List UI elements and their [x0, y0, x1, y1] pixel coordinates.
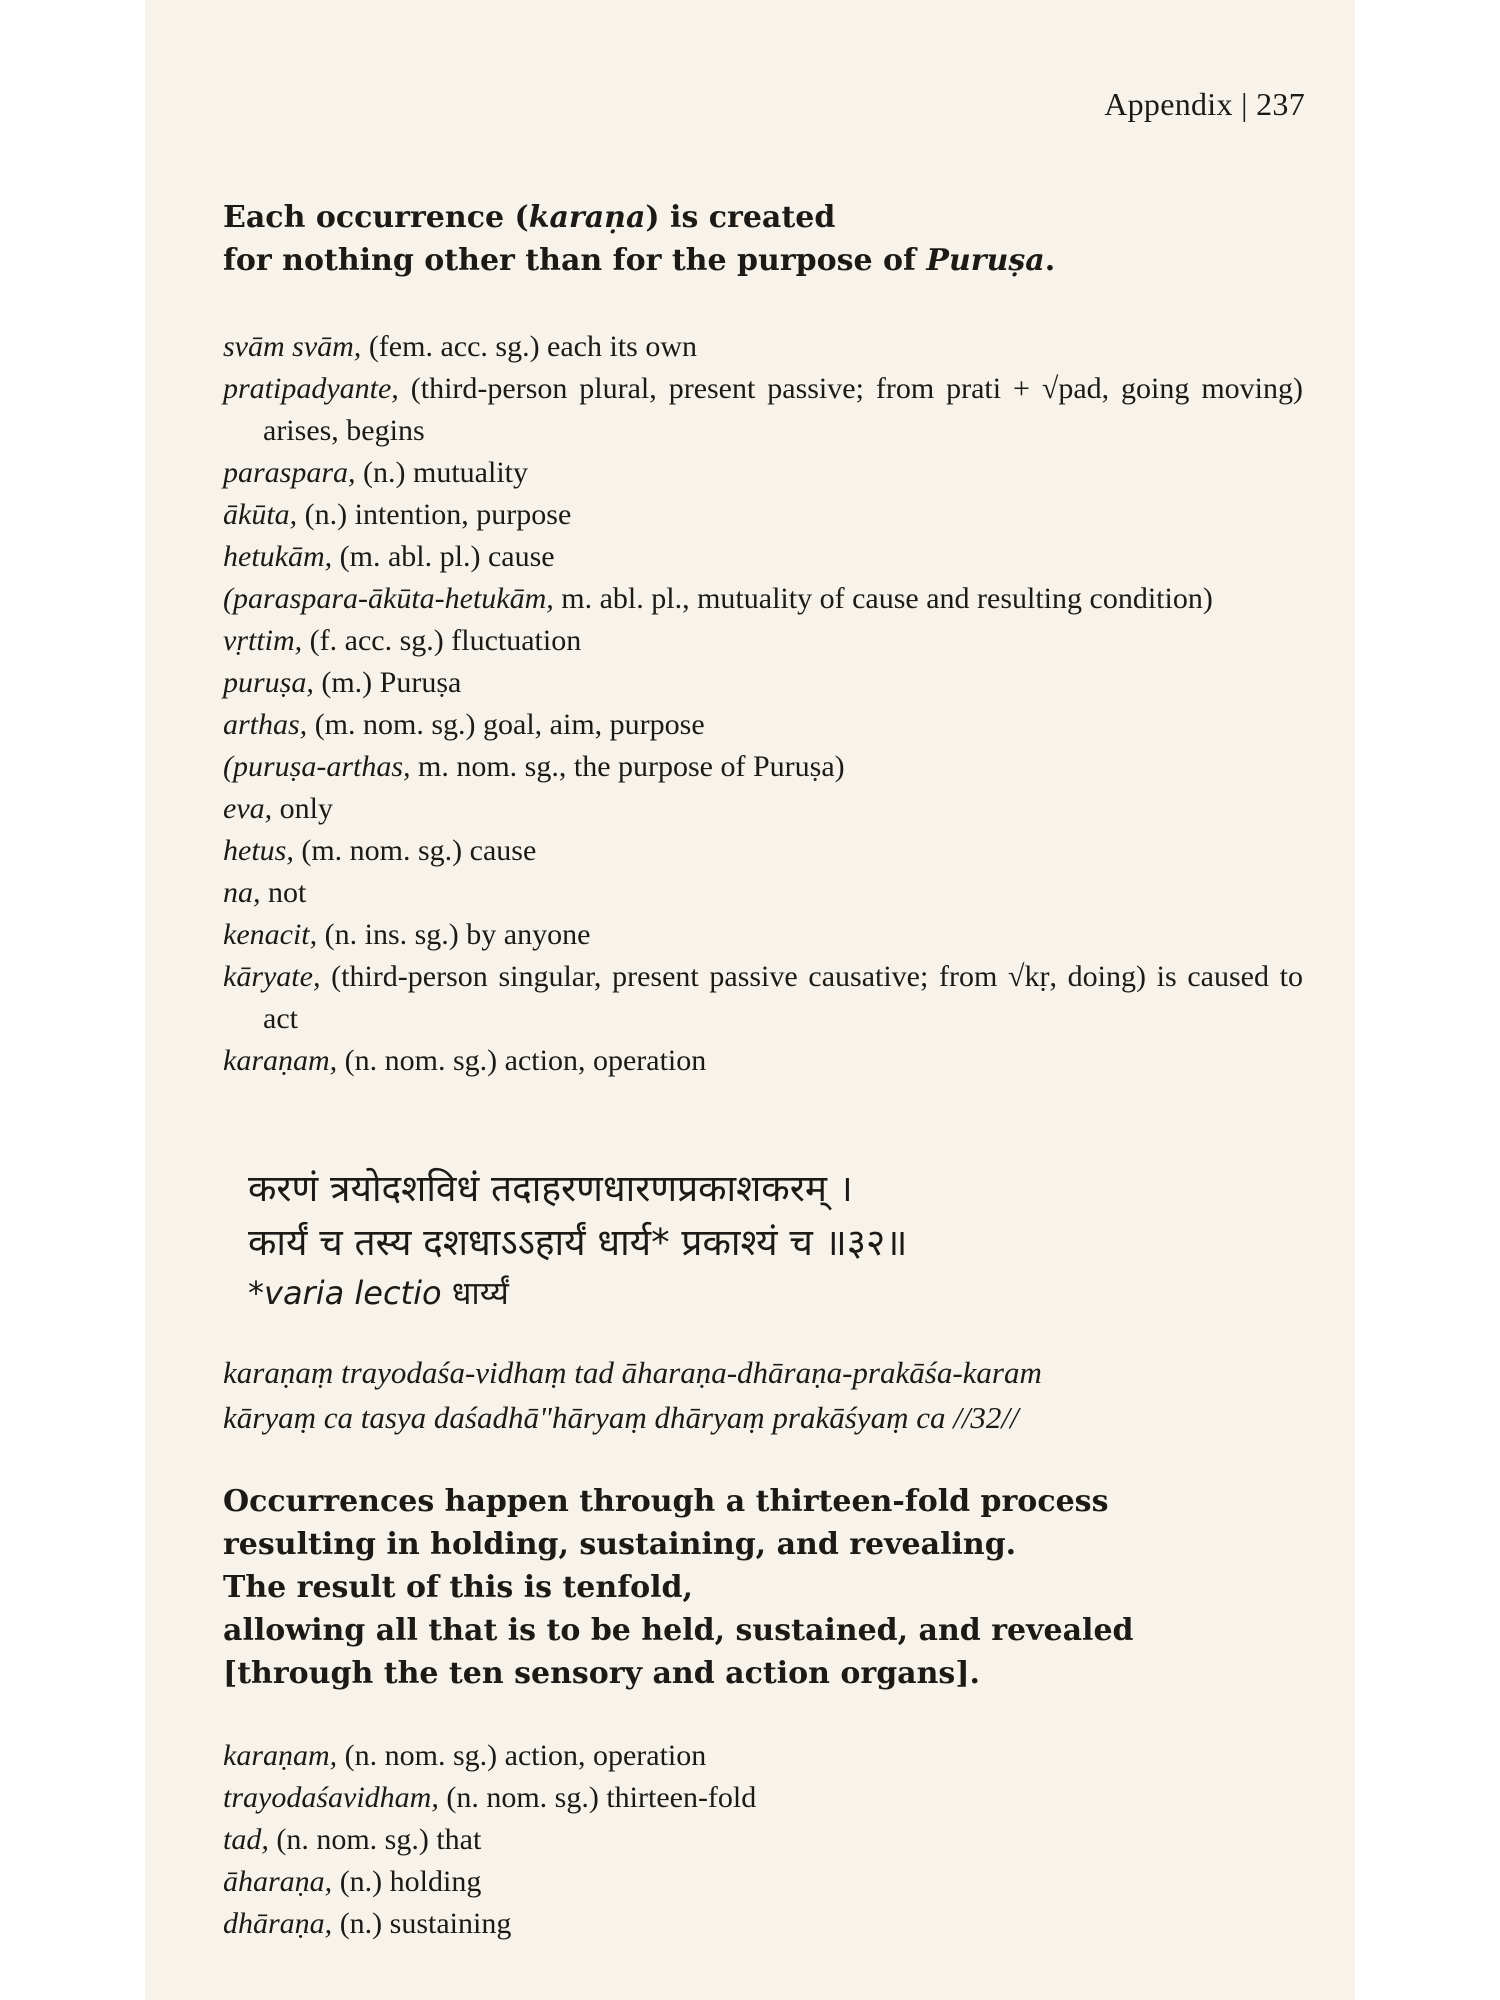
translation-line: [through the ten sensory and action organs].	[223, 1656, 980, 1691]
glossary-entry	[223, 578, 1303, 620]
devanagari-line: कार्यं च तस्य दशधाऽऽहार्यं धार्य* प्रकाश्यं च ॥३२॥	[248, 1221, 908, 1264]
glossary-entry	[223, 1903, 1303, 1945]
glossary-entry	[223, 704, 1303, 746]
glossary-definition: m. abl. pl., mutuality of cause and resulting condition)	[553, 582, 1213, 615]
translation-line: Each occurrence (karaṇa) is created	[223, 200, 836, 235]
glossary-term: ākūta,	[223, 498, 298, 531]
glossary-term: kenacit,	[223, 918, 318, 951]
varia-lectio-note	[248, 1271, 509, 1314]
glossary-entry	[223, 368, 1303, 452]
glossary-verse-32	[223, 1735, 1303, 1945]
glossary-term: puruṣa,	[223, 666, 314, 699]
glossary-definition: (third-person singular, present passive causative; from √kṛ, doing) is caused to act	[263, 960, 1303, 1035]
glossary-entry	[223, 452, 1303, 494]
glossary-entry	[223, 872, 1303, 914]
glossary-entry	[223, 1777, 1303, 1819]
glossary-term: paraspara,	[223, 456, 356, 489]
translation-line: Occurrences happen through a thirteen-fold process	[223, 1484, 1109, 1519]
glossary-term: karaṇam,	[223, 1739, 338, 1772]
glossary-entry	[223, 620, 1303, 662]
glossary-definition: (n.) intention, purpose	[297, 498, 572, 531]
glossary-definition: (m. nom. sg.) cause	[293, 834, 537, 867]
glossary-entry	[223, 1040, 1303, 1082]
glossary-term: svām svām,	[223, 330, 362, 363]
glossary-term: na,	[223, 876, 261, 909]
book-page	[145, 0, 1355, 2000]
varia-lectio-text: धार्य्यं	[451, 1274, 509, 1312]
glossary-definition: (n. nom. sg.) that	[268, 1823, 482, 1856]
glossary-definition: only	[272, 792, 333, 825]
glossary-definition: (fem. acc. sg.) each its own	[361, 330, 698, 363]
glossary-definition: (n. nom. sg.) action, operation	[337, 1044, 707, 1077]
glossary-term: hetukām,	[223, 540, 333, 573]
glossary-definition: (m. nom. sg.) goal, aim, purpose	[307, 708, 705, 741]
glossary-definition: (n.) holding	[332, 1865, 482, 1898]
glossary-term: pratipadyante,	[223, 372, 399, 405]
glossary-entry	[223, 1735, 1303, 1777]
glossary-term: (paraspara-ākūta-hetukām,	[223, 582, 554, 615]
glossary-definition: (n. nom. sg.) action, operation	[337, 1739, 707, 1772]
glossary-verse-31	[223, 326, 1303, 1082]
glossary-definition: not	[260, 876, 307, 909]
glossary-entry	[223, 662, 1303, 704]
devanagari-verse	[248, 1162, 907, 1270]
glossary-term: trayodaśavidham,	[223, 1781, 439, 1814]
verse-32-translation	[223, 1480, 1303, 1695]
glossary-definition: (f. acc. sg.) fluctuation	[302, 624, 582, 657]
devanagari-line: करणं त्रयोदशविधं तदाहरणधारणप्रकाशकरम् ।	[248, 1167, 853, 1210]
glossary-term: kāryate,	[223, 960, 321, 993]
glossary-definition: (n. nom. sg.) thirteen-fold	[438, 1781, 757, 1814]
translation-line: The result of this is tenfold,	[223, 1570, 693, 1605]
translation-line: for nothing other than for the purpose of Puruṣa.	[223, 243, 1056, 278]
glossary-entry	[223, 536, 1303, 578]
glossary-entry	[223, 956, 1303, 1040]
varia-lectio-label: *varia lectio	[248, 1274, 442, 1312]
verse-31-translation	[223, 196, 1303, 282]
transliteration-line: kāryaṃ ca tasya daśadhā"hāryaṃ dhāryaṃ prakāśyaṃ ca //32//	[223, 1400, 1019, 1435]
glossary-term: āharaṇa,	[223, 1865, 333, 1898]
glossary-term: dhāraṇa,	[223, 1907, 333, 1940]
glossary-entry	[223, 788, 1303, 830]
glossary-entry	[223, 326, 1303, 368]
transliteration-line: karaṇaṃ trayodaśa-vidhaṃ tad āharaṇa-dhāraṇa-prakāśa-karam	[223, 1355, 1042, 1390]
glossary-definition: (m. abl. pl.) cause	[332, 540, 555, 573]
glossary-definition: (m.) Puruṣa	[313, 666, 462, 699]
transliteration	[223, 1350, 1042, 1440]
glossary-term: karaṇam,	[223, 1044, 338, 1077]
glossary-entry	[223, 830, 1303, 872]
glossary-definition: m. nom. sg., the purpose of Puruṣa)	[410, 750, 845, 783]
glossary-entry	[223, 746, 1303, 788]
glossary-term: eva,	[223, 792, 273, 825]
glossary-term: hetus,	[223, 834, 294, 867]
glossary-entry	[223, 914, 1303, 956]
glossary-definition: (n.) sustaining	[332, 1907, 512, 1940]
glossary-entry	[223, 1819, 1303, 1861]
glossary-entry	[223, 1861, 1303, 1903]
glossary-term: tad,	[223, 1823, 269, 1856]
glossary-term: arthas,	[223, 708, 308, 741]
glossary-term: vṛttim,	[223, 624, 303, 657]
running-head: Appendix | 237	[1104, 86, 1305, 122]
translation-line: resulting in holding, sustaining, and revealing.	[223, 1527, 1017, 1562]
glossary-definition: (third-person plural, present passive; from prati + √pad, going moving) arises, begins	[263, 372, 1303, 447]
glossary-term: (puruṣa-arthas,	[223, 750, 411, 783]
glossary-definition: (n.) mutuality	[355, 456, 529, 489]
glossary-entry	[223, 494, 1303, 536]
translation-line: allowing all that is to be held, sustained, and revealed	[223, 1613, 1134, 1648]
glossary-definition: (n. ins. sg.) by anyone	[317, 918, 591, 951]
